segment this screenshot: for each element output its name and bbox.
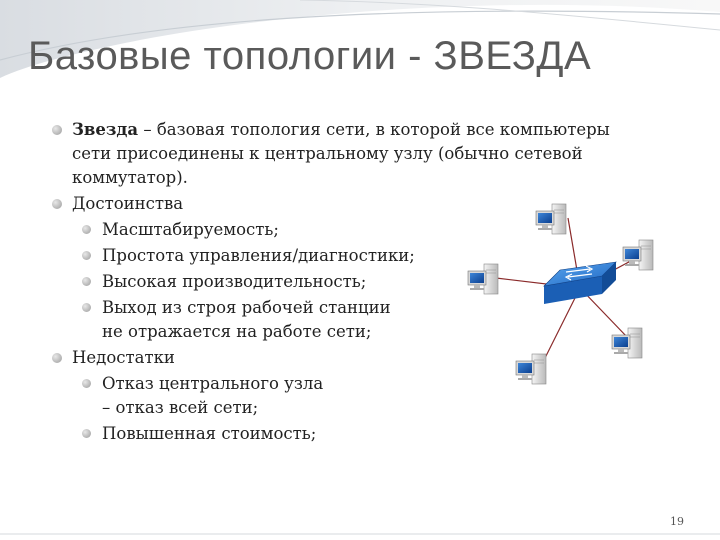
definition-line3: коммутатор). <box>72 168 188 187</box>
bullet-icon <box>82 225 91 234</box>
advantage-text: Выход из строя рабочей станции <box>102 298 391 317</box>
bullet-icon <box>52 199 62 209</box>
star-topology-diagram <box>440 180 700 400</box>
slide-title: Базовые топологии - ЗВЕЗДА <box>28 34 592 78</box>
bullet-icon <box>82 277 91 286</box>
advantages-heading: Достоинства <box>72 194 184 213</box>
bullet-icon <box>52 125 62 135</box>
definition-line2: сети присоединены к центральному узлу (обычно сетевой <box>72 144 583 163</box>
advantage-text-cont: не отражается на работе сети; <box>102 322 372 341</box>
disadvantage-text: Повышенная стоимость; <box>102 424 317 443</box>
bullet-icon <box>52 353 62 363</box>
disadvantage-text-cont: – отказ всей сети; <box>102 398 259 417</box>
footer-line <box>0 528 720 540</box>
page-number: 19 <box>670 515 684 528</box>
bullet-icon <box>82 251 91 260</box>
computer-icon <box>516 354 546 384</box>
advantage-text: Масштабируемость; <box>102 220 279 239</box>
network-switch-icon <box>544 262 616 304</box>
computer-icon <box>612 328 642 358</box>
advantage-text: Высокая производительность; <box>102 272 367 291</box>
definition-text: – базовая топология сети, в которой все компьютеры <box>138 120 610 139</box>
bullet-icon <box>82 303 91 312</box>
definition-term: Звезда <box>72 120 139 139</box>
disadvantages-heading: Недостатки <box>72 348 175 367</box>
disadvantage-item <box>80 422 650 446</box>
bullet-icon <box>82 379 91 388</box>
computer-icon <box>468 264 498 294</box>
computer-icon <box>536 204 566 234</box>
advantage-text: Простота управления/диагностики; <box>102 246 415 265</box>
bullet-icon <box>82 429 91 438</box>
computer-icon <box>623 240 653 270</box>
disadvantage-text: Отказ центрального узла <box>102 374 324 393</box>
